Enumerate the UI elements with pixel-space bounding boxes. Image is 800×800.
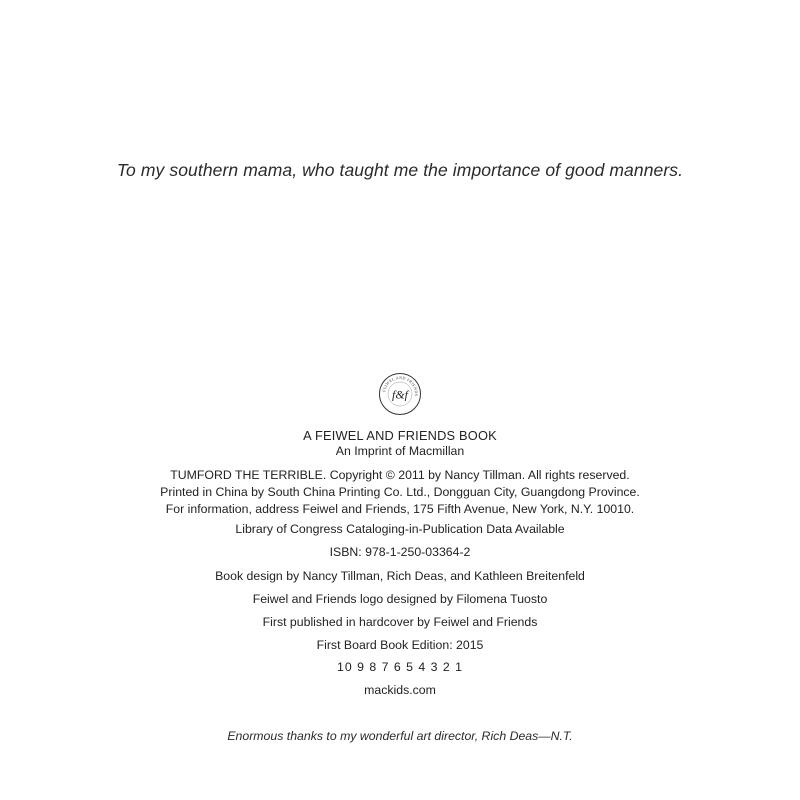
copyright-block xyxy=(0,467,800,518)
library-of-congress-line: Library of Congress Cataloging-in-Publication Data Available xyxy=(235,522,565,536)
copyright-line: For information, address Feiwel and Friends, 175 Fifth Avenue, New York, N.Y. 10010. xyxy=(165,502,635,516)
website-line: mackids.com xyxy=(364,683,436,697)
edition-line: First Board Book Edition: 2015 xyxy=(316,638,484,652)
imprint-line: An Imprint of Macmillan xyxy=(335,444,465,458)
logo-ring-text: FEIWEL AND FRIENDS xyxy=(381,374,420,397)
feiwel-and-friends-logo-icon xyxy=(378,372,422,416)
publisher-name: A FEIWEL AND FRIENDS BOOK xyxy=(303,428,497,443)
copyright-line: TUMFORD THE TERRIBLE. Copyright © 2011 by Nancy Tillman. All rights reserved. xyxy=(170,468,630,482)
logo-design-credit: Feiwel and Friends logo designed by Filomena Tuosto xyxy=(252,592,548,606)
book-design-credit: Book design by Nancy Tillman, Rich Deas, and Kathleen Breitenfeld xyxy=(215,569,585,583)
isbn-line: ISBN: 978-1-250-03364-2 xyxy=(329,545,471,559)
logo-monogram: f&f xyxy=(391,387,409,402)
dedication: To my southern mama, who taught me the importance of good manners. xyxy=(116,160,684,180)
first-published-line: First published in hardcover by Feiwel and Friends xyxy=(262,615,538,629)
printing-line: 10 9 8 7 6 5 4 3 2 1 xyxy=(337,660,463,674)
copyright-line: Printed in China by South China Printing Co. Ltd., Dongguan City, Guangdong Province. xyxy=(160,485,640,499)
acknowledgment: Enormous thanks to my wonderful art director, Rich Deas—N.T. xyxy=(227,729,573,743)
